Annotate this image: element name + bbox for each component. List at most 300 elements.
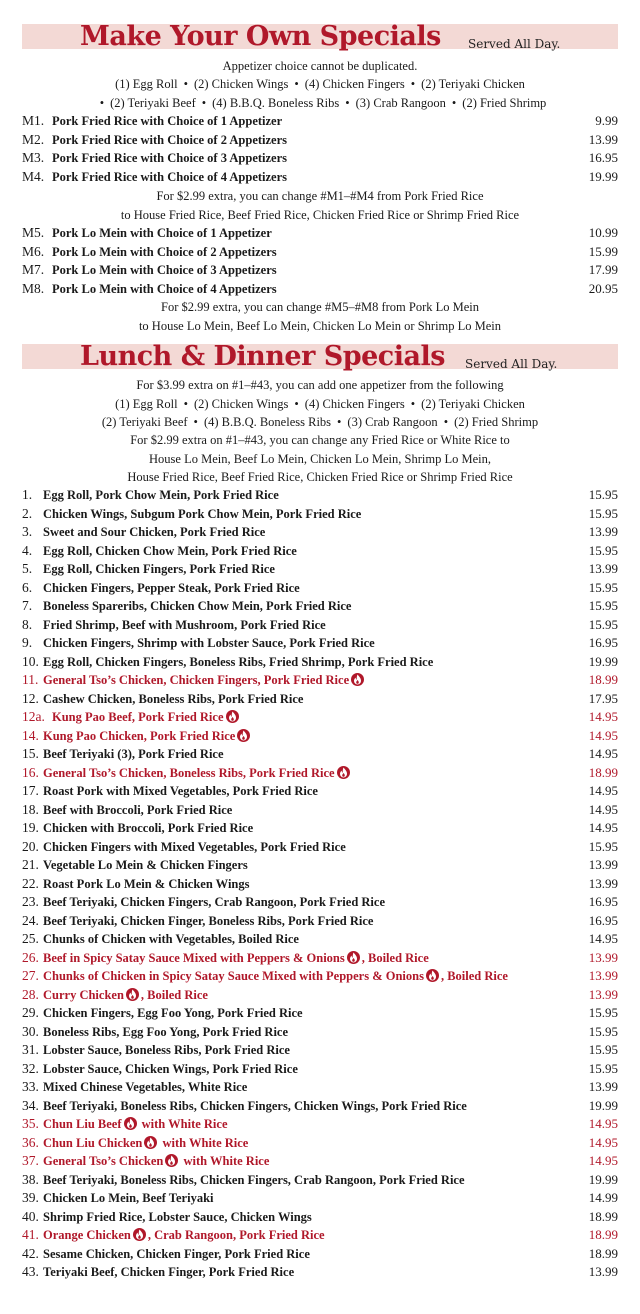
item-name-text: Mixed Chinese Vegetables, White Rice [43,1080,248,1094]
item-number: 31. [22,1042,39,1057]
appetizer-option: (2) Teriyaki Beef [101,415,188,429]
section-subtitle: Served All Day. [468,37,561,51]
flame-icon [351,673,364,686]
menu-item-row [22,893,618,912]
item-name-text: Kung Pao Chicken, Pork Fried Rice [43,728,236,743]
item-number: M8. [22,280,45,296]
item-price: 15.95 [588,1005,618,1020]
item-name-text: Beef Teriyaki (3), Pork Fried Rice [43,747,224,761]
section-title: Make Your Own Specials [80,21,441,52]
menu-item-row [22,505,618,524]
item-number: 33. [22,1079,39,1094]
menu-item-row [22,671,618,690]
item-name [43,486,279,505]
item-number: 29. [22,1005,39,1020]
item-price: 14.95 [588,1134,618,1150]
flame-icon [126,988,139,1001]
menu-item-row [22,168,618,187]
item-price: 19.99 [588,168,618,184]
item-name [43,875,250,894]
item-name [43,967,508,986]
item-number: 34. [22,1097,39,1113]
item-price: 14.95 [588,783,618,798]
bullet-separator: • [183,397,188,411]
flame-icon [226,710,239,723]
menu-item-row [22,1060,618,1079]
item-name-text: General Tso’s Chicken, Boneless Ribs, Pork Fried Rice [43,765,335,780]
item-name-text: Roast Pork with Mixed Vegetables, Pork Fried Rice [43,784,318,798]
item-name-text: Orange Chicken [43,1228,131,1242]
item-price: 13.99 [588,949,618,965]
item-price: 15.95 [588,579,618,595]
item-name [43,1097,467,1116]
item-number: 35. [22,1116,39,1131]
menu-item-row [22,1097,618,1116]
item-name [43,1245,310,1264]
item-price: 13.99 [588,857,618,872]
menu-item-row [22,801,618,820]
item-name-text: Boneless Ribs, Egg Foo Yong, Pork Fried Rice [43,1024,289,1039]
item-name-text: General Tso’s Chicken [43,1154,164,1168]
item-name-text: Beef Teriyaki, Boneless Ribs, Chicken Fingers, Crab Rangoon, Pork Fried Rice [43,1172,465,1187]
item-name: Pork Fried Rice with Choice of 2 Appetizers [52,132,288,147]
appetizer-option: (4) Chicken Fingers [304,77,405,91]
appetizer-option: (2) Teriyaki Chicken [421,397,525,411]
menu-item-row [22,708,618,727]
item-price: 13.99 [588,131,618,147]
item-price: 14.95 [588,1153,618,1168]
item-price: 16.95 [588,150,618,165]
item-number: 25. [22,931,39,946]
menu-item-row [22,224,618,243]
item-number: 12a. [22,709,45,724]
item-name [43,930,299,949]
item-name [43,616,326,635]
item-name-text: Beef Teriyaki, Chicken Finger, Boneless Ribs, Pork Fried Rice [43,913,374,928]
item-price: 14.95 [588,709,618,724]
item-number: 11. [22,672,39,687]
bullet-separator: • [294,397,299,411]
item-number: 17. [22,783,39,798]
appetizer-option: (2) Teriyaki Beef [110,96,196,110]
bullet-separator: • [183,77,188,91]
item-price: 15.95 [588,487,618,502]
item-name: Pork Lo Mein with Choice of 2 Appetizers [52,244,277,259]
menu-item-row [22,1226,618,1245]
item-name-text: Egg Roll, Pork Chow Mein, Pork Fried Rice [43,488,279,502]
appetizer-option: (1) Egg Roll [115,77,178,91]
item-number: 20. [22,838,39,854]
item-number: 18. [22,801,39,817]
item-number: 30. [22,1023,39,1039]
item-price: 17.95 [588,690,618,706]
item-name [43,560,275,579]
item-price: 19.99 [588,1097,618,1113]
menu-item-row [22,819,618,838]
item-price: 20.95 [588,280,618,296]
menu-item-row [22,875,618,894]
item-price: 16.95 [588,912,618,928]
item-price: 13.99 [588,986,618,1002]
item-name-suffix: with White Rice [180,1154,270,1168]
item-number: 10. [22,653,39,669]
item-name [43,1226,325,1245]
item-number: 9. [22,635,33,650]
item-number: 39. [22,1190,39,1205]
item-number: M6. [22,243,45,259]
item-name [43,579,300,598]
flame-icon [124,1117,137,1130]
item-number: 32. [22,1060,39,1076]
item-price: 14.95 [588,931,618,946]
item-price: 16.95 [588,894,618,909]
menu-item-row [22,634,618,653]
item-name-text: Beef Teriyaki, Chicken Fingers, Crab Rangoon, Pork Fried Rice [43,895,385,909]
appetizer-list-line [0,413,640,432]
item-number: 27. [22,968,39,983]
menu-item-row [22,745,618,764]
item-number: 3. [22,524,33,539]
item-name-text: Chun Liu Chicken [43,1135,143,1150]
item-price: 15.95 [588,1042,618,1057]
menu-item-row [22,1041,618,1060]
bullet-separator: • [443,415,449,429]
item-name [43,1060,298,1079]
menu-item-row [22,986,618,1005]
item-name [43,671,366,690]
appetizer-option: (3) Crab Rangoon [355,96,446,110]
item-number: 23. [22,894,39,909]
item-name-text: Beef in Spicy Satay Sauce Mixed with Peppers & Onions [43,950,345,965]
section-title: Lunch & Dinner Specials [80,341,445,372]
item-name [43,1152,269,1171]
bullet-separator: • [294,77,299,91]
flame-icon [337,766,350,779]
item-name-text: Roast Pork Lo Mein & Chicken Wings [43,876,250,891]
item-number: 5. [22,561,33,576]
item-name-suffix: , Boiled Rice [361,950,429,965]
item-name-text: Lobster Sauce, Boneless Ribs, Pork Fried Rice [43,1043,290,1057]
item-price: 16.95 [588,635,618,650]
item-number: 43. [22,1264,39,1279]
item-number: 22. [22,875,39,891]
item-number: 7. [22,598,33,613]
item-name-suffix: , Boiled Rice [140,987,208,1002]
item-name [43,1134,248,1153]
item-price: 18.99 [588,1227,618,1242]
item-name: Pork Lo Mein with Choice of 1 Appetizer [52,226,272,240]
item-name-text: Boneless Spareribs, Chicken Chow Mein, Pork Fried Rice [43,599,352,613]
appetizer-option: (2) Fried Shrimp [462,96,547,110]
appetizer-option: (2) Teriyaki Chicken [421,77,525,91]
item-name-text: Shrimp Fried Rice, Lobster Sauce, Chicken Wings [43,1209,312,1224]
item-number: 26. [22,949,39,965]
appetizer-option: (4) B.B.Q. Boneless Ribs [203,415,332,429]
menu-item-row [22,727,618,746]
item-price: 14.99 [588,1190,618,1205]
item-number: 38. [22,1171,39,1187]
item-number: M7. [22,262,45,277]
item-name-text: Beef Teriyaki, Boneless Ribs, Chicken Fingers, Chicken Wings, Pork Fried Rice [43,1098,467,1113]
item-price: 9.99 [595,113,618,128]
flame-icon [165,1154,178,1167]
item-price: 15.95 [588,598,618,613]
item-name [52,708,241,727]
bullet-separator: • [410,77,416,91]
item-number: 36. [22,1134,39,1150]
item-price: 14.95 [588,820,618,835]
menu-item-row [22,280,618,299]
section-subtitle: Served All Day. [465,357,558,371]
menu-item-row [22,1152,618,1171]
item-price: 15.99 [588,243,618,259]
item-name: Pork Fried Rice with Choice of 3 Appetizers [52,151,288,165]
item-price: 15.95 [588,505,618,521]
menu-item-row [22,486,618,505]
menu-item-row [22,243,618,262]
upgrade-note: House Lo Mein, Beef Lo Mein, Chicken Lo Mein, Shrimp Lo Mein, [149,452,491,466]
item-name [43,819,253,838]
item-name [43,1263,294,1282]
item-number: 21. [22,857,39,872]
item-name: Pork Lo Mein with Choice of 4 Appetizers [52,281,277,296]
menu-item-row [22,856,618,875]
menu-item-row [22,1023,618,1042]
appetizer-option: (2) Fried Shrimp [454,415,539,429]
item-price: 19.99 [588,653,618,669]
menu-item-row [22,579,618,598]
item-name-text: Beef with Broccoli, Pork Fried Rice [43,802,233,817]
item-name [43,727,252,746]
item-name [43,1189,214,1208]
item-name-text: Vegetable Lo Mein & Chicken Fingers [43,858,248,872]
menu-item-row [22,542,618,561]
menu-item-row [22,1189,618,1208]
item-price: 15.95 [588,542,618,558]
item-number: 42. [22,1245,39,1261]
item-name: Pork Fried Rice with Choice of 1 Appetizer [52,114,283,128]
menu-item-row [22,1263,618,1282]
bullet-separator: • [337,415,342,429]
item-price: 13.99 [588,1079,618,1094]
item-price: 15.95 [588,616,618,632]
appetizer-option: (4) B.B.Q. Boneless Ribs [212,96,340,110]
item-number: 24. [22,912,39,928]
flame-icon [237,729,250,742]
item-name: Pork Lo Mein with Choice of 3 Appetizers [52,263,277,277]
menu-item-row [22,690,618,709]
menu-item-row [22,131,618,150]
item-name-text: Chunks of Chicken with Vegetables, Boiled Rice [43,932,299,946]
upgrade-note: For $2.99 extra, you can change #M5–#M8 from Pork Lo Mein [161,300,479,314]
item-price: 14.95 [588,1116,618,1131]
item-number: 37. [22,1153,39,1168]
menu-item-row [22,560,618,579]
item-name [43,1171,465,1190]
appetizer-list-line [0,75,640,94]
item-price: 13.99 [588,875,618,891]
item-name-suffix: , Crab Rangoon, Pork Fried Rice [147,1228,325,1242]
item-name [43,1004,303,1023]
item-name [43,745,224,764]
menu-item-row [22,1245,618,1264]
bullet-separator: • [345,96,350,110]
bullet-separator: • [201,96,207,110]
item-name [43,986,208,1005]
item-number: 28. [22,986,39,1002]
item-price: 15.95 [588,1023,618,1039]
upgrade-note: For $2.99 extra on #1–#43, you can change any Fried Rice or White Rice to [130,433,510,447]
item-price: 19.99 [588,1171,618,1187]
menu-item-row [22,782,618,801]
bullet-separator: • [193,415,198,429]
item-name-text: Chun Liu Beef [43,1117,122,1131]
flame-icon [133,1228,146,1241]
upgrade-note: to House Lo Mein, Beef Lo Mein, Chicken Lo Mein or Shrimp Lo Mein [138,319,502,333]
item-name [43,893,385,912]
item-number: M2. [22,131,45,147]
item-name-text: Teriyaki Beef, Chicken Finger, Pork Fried Rice [43,1265,295,1279]
appetizer-option: (2) Chicken Wings [193,77,289,91]
item-price: 18.99 [588,1208,618,1224]
item-number: 12. [22,690,39,706]
item-name-text: Chunks of Chicken in Spicy Satay Sauce Mixed with Peppers & Onions [43,969,424,983]
item-name [43,634,375,653]
menu-item-row [22,597,618,616]
item-name-text: Cashew Chicken, Boneless Ribs, Pork Fried Rice [43,691,304,706]
appetizer-list-line [0,94,640,113]
item-number: 16. [22,764,39,780]
item-name [43,856,248,875]
item-name [43,597,351,616]
item-number: 6. [22,579,33,595]
item-number: 40. [22,1208,39,1224]
item-name-suffix: , Boiled Rice [440,969,508,983]
item-name [43,838,346,857]
appetizer-option: (2) Chicken Wings [193,397,289,411]
item-price: 14.95 [588,727,618,743]
item-name-text: Chicken Fingers, Egg Foo Yong, Pork Fried Rice [43,1006,303,1020]
item-name [43,949,429,968]
menu-item-row [22,764,618,783]
item-name [43,1115,228,1134]
item-price: 13.99 [588,968,618,983]
item-name-text: Curry Chicken [43,987,124,1002]
item-name-text: Chicken Wings, Subgum Pork Chow Mein, Pork Fried Rice [43,506,362,521]
menu-item-row [22,653,618,672]
menu-item-row [22,949,618,968]
item-number: M3. [22,150,45,165]
upgrade-note: For $2.99 extra, you can change #M1–#M4 from Pork Fried Rice [156,189,484,203]
appetizer-option: (1) Egg Roll [115,397,178,411]
item-number: M1. [22,113,45,128]
item-name-text: Egg Roll, Chicken Fingers, Pork Fried Rice [43,562,275,576]
item-number: 1. [22,487,33,502]
item-number: 4. [22,542,33,558]
item-name-text: Lobster Sauce, Chicken Wings, Pork Fried Rice [43,1061,298,1076]
item-price: 13.99 [588,1264,618,1279]
item-name-text: General Tso’s Chicken, Chicken Fingers, Pork Fried Rice [43,673,350,687]
bullet-separator: • [410,397,416,411]
menu-item-row [22,616,618,635]
bullet-separator: • [451,96,457,110]
item-name [43,782,318,801]
item-price: 15.95 [588,838,618,854]
item-name [43,801,232,820]
upgrade-note: House Fried Rice, Beef Fried Rice, Chicken Fried Rice or Shrimp Fried Rice [127,470,513,484]
item-price: 14.95 [588,746,618,761]
item-name [43,912,373,931]
item-name [43,1208,312,1227]
item-name [43,1078,247,1097]
item-name-text: Chicken Lo Mein, Beef Teriyaki [43,1191,214,1205]
item-number: 41. [22,1227,39,1242]
menu-item-row [22,523,618,542]
item-price: 13.99 [588,561,618,576]
menu-item-row [22,1115,618,1134]
menu-item-row [22,1208,618,1227]
item-name-text: Sesame Chicken, Chicken Finger, Pork Fried Rice [43,1246,310,1261]
appetizer-intro: For $3.99 extra on #1–#43, you can add one appetizer from the following [136,378,504,392]
appetizer-list-line [0,395,640,414]
item-name [43,653,433,672]
item-number: 19. [22,820,39,835]
item-price: 15.95 [588,1060,618,1076]
item-number: 14. [22,727,39,743]
item-price: 13.99 [588,524,618,539]
item-name-text: Egg Roll, Chicken Chow Mein, Pork Fried Rice [43,543,297,558]
item-price: 14.95 [588,801,618,817]
flame-icon [347,951,360,964]
menu-item-row [22,1004,618,1023]
item-name [43,690,303,709]
item-number: 15. [22,746,39,761]
menu-item-row [22,912,618,931]
item-name [43,764,352,783]
item-price: 10.99 [588,225,618,240]
item-name [43,542,297,561]
item-name: Pork Fried Rice with Choice of 4 Appetizers [52,169,288,184]
menu-item-row [22,1078,618,1097]
menu-item-row [22,930,618,949]
item-number: M5. [22,225,45,240]
appetizer-option: (3) Crab Rangoon [347,415,438,429]
item-name-suffix: with White Rice [138,1117,228,1131]
item-name-text: Sweet and Sour Chicken, Pork Fried Rice [43,525,266,539]
item-name-text: Fried Shrimp, Beef with Mushroom, Pork Fried Rice [43,617,326,632]
menu-item-row [22,112,618,131]
item-name-text: Kung Pao Beef, Pork Fried Rice [52,710,224,724]
item-number: 8. [22,616,33,632]
item-price: 17.99 [588,262,618,277]
menu-item-row [22,1134,618,1153]
item-name [43,1023,288,1042]
menu-item-row [22,149,618,168]
item-name [43,505,361,524]
item-name-text: Chicken Fingers, Shrimp with Lobster Sauce, Pork Fried Rice [43,636,375,650]
item-name-text: Chicken with Broccoli, Pork Fried Rice [43,821,254,835]
item-name-text: Chicken Fingers, Pepper Steak, Pork Fried Rice [43,580,300,595]
item-name-suffix: with White Rice [159,1135,249,1150]
item-price: 18.99 [588,764,618,780]
flame-icon [144,1136,157,1149]
item-name [43,523,265,542]
item-price: 18.99 [588,1245,618,1261]
appetizer-option: (4) Chicken Fingers [304,397,405,411]
item-name-text: Egg Roll, Chicken Fingers, Boneless Ribs, Fried Shrimp, Pork Fried Rice [43,654,434,669]
item-name [43,1041,290,1060]
appetizer-note: Appetizer choice cannot be duplicated. [222,59,418,73]
